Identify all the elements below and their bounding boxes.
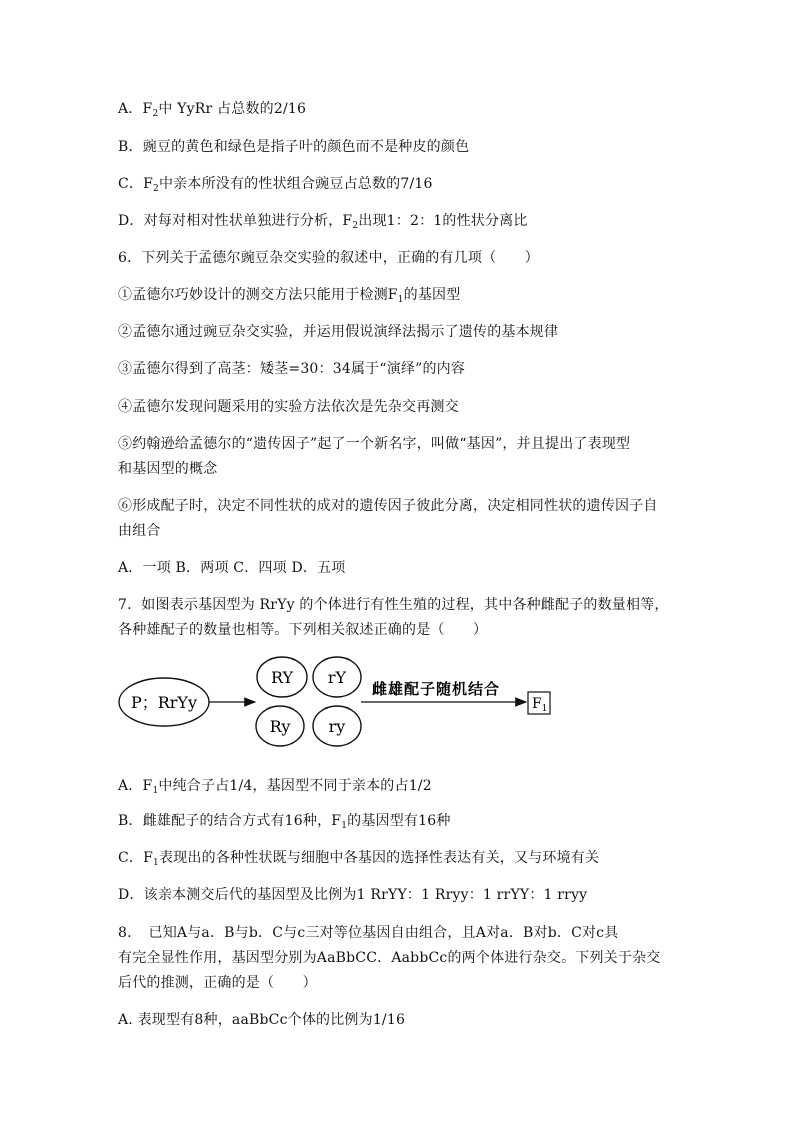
q6-statement-2: ②孟德尔通过豌豆杂交实验，并运用假说演绎法揭示了遗传的基本规律 <box>118 324 559 340</box>
q7-stem-line1: 7．如图表示基因型为 RrYy 的个体进行有性生殖的过程，其中各种雌配子的数量相等， <box>118 597 669 613</box>
gamete-label: rY <box>327 668 347 687</box>
q7-option-a: A．$F_1$中纯合子占1/4，基因型不同于亲本的占1/2 <box>118 778 432 796</box>
q5-option-a: A．$F_2$中 YyRr 占总数的2/16 <box>118 101 307 119</box>
q5-option-d: D．对每对相对性状单独进行分析，$F_2$出现1：2：1的性状分离比 <box>118 213 528 231</box>
q6-statement-6-line2: 由组合 <box>118 523 161 539</box>
q6-statement-3: ③孟德尔得到了高茎：矮茎=30：34属于“演绎”的内容 <box>118 361 466 377</box>
q7-option-c: C．$F_1$表现出的各种性状既与细胞中各基因的选择性表达有关，又与环境有关 <box>118 850 600 868</box>
q8-stem-line2: 有完全显性作用，基因型分别为AaBbCC．AabbCc的两个体进行杂交。下列关于杂交 <box>118 950 661 966</box>
q8-stem-line1: 8． 已知A与a．B与b．C与c三对等位基因自由组合，且A对a．B对b．C对c具 <box>118 925 619 941</box>
q6-statement-6-line1: ⑥形成配子时，决定不同性状的成对的遗传因子彼此分离，决定相同性状的遗传因子自 <box>118 498 658 514</box>
q6-statement-4: ④孟德尔发现问题采用的实验方法依次是先杂交再测交 <box>118 399 459 415</box>
q6-stem: 6．下列关于孟德尔豌豆杂交实验的叙述中，正确的有几项（ ） <box>118 250 539 266</box>
offspring-label: $F_1$ <box>532 696 548 714</box>
q7-option-d: D．该亲本测交后代的基因型及比例为1 RrYY：1 Rryy：1 rrYY：1 rryy <box>118 887 588 903</box>
q5-option-b: B．豌豆的黄色和绿色是指子叶的颜色而不是种皮的颜色 <box>118 139 470 155</box>
q7-stem-line2: 各种雄配子的数量也相等。下列相关叙述正确的是（ ） <box>118 622 488 638</box>
q6-statement-5-line1: ⑤约翰逊给孟德尔的“遗传因子”起了一个新名字，叫做“基因”，并且提出了表现型 <box>118 436 631 452</box>
q6-statement-1: ①孟德尔巧妙设计的测交方法只能用于检测$F_1$的基因型 <box>118 287 461 305</box>
q8-stem-line3: 后代的推测，正确的是（ ） <box>118 975 317 991</box>
gamete-diagram <box>118 650 568 750</box>
parent-label: P；RrYy <box>130 693 198 712</box>
q8-option-a: A. 表现型有8种，aaBbCc个体的比例为1/16 <box>118 1012 406 1028</box>
gamete-label: RY <box>270 668 294 687</box>
gamete-label: ry <box>328 717 346 736</box>
arrow-label: 雌雄配子随机结合 <box>372 680 501 698</box>
q7-option-b: B．雌雄配子的结合方式有16种，$F_1$的基因型有16种 <box>118 813 451 831</box>
gamete-label: Ry <box>269 717 291 736</box>
q5-option-c: C．$F_2$中亲本所没有的性状组合豌豆占总数的7/16 <box>118 176 433 194</box>
q6-options: A．一项 B．两项 C．四项 D．五项 <box>118 560 346 576</box>
q6-statement-5-line2: 和基因型的概念 <box>118 461 218 477</box>
